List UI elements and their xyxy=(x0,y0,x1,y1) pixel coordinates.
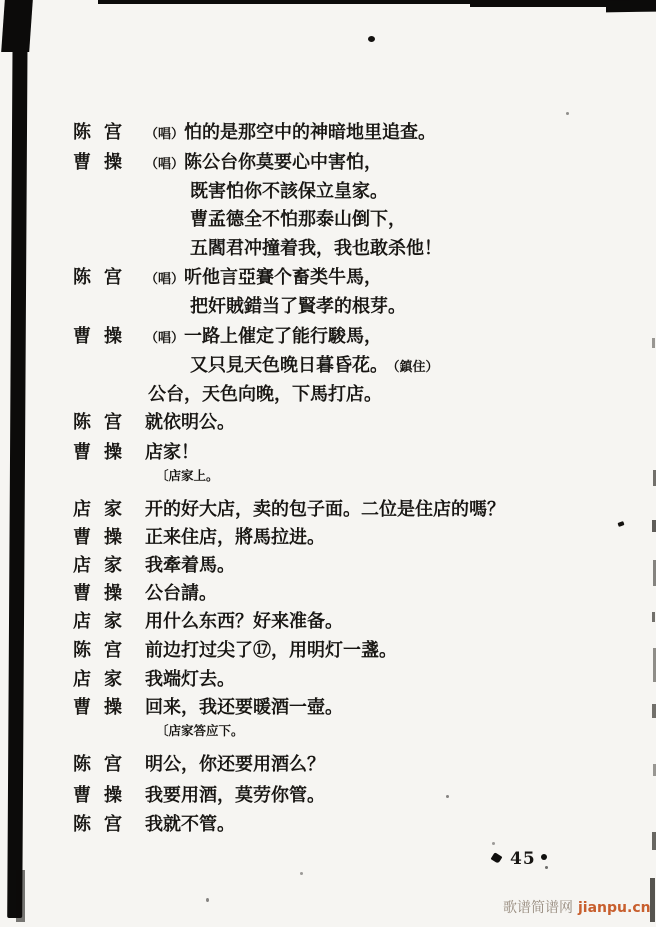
dialogue-text: 我要用酒，莫劳你管。 xyxy=(145,785,325,806)
dialogue xyxy=(190,351,439,377)
lyric-text: 既害怕你不該保立皇家。 xyxy=(190,181,388,202)
left-edge-scan-bar-top xyxy=(1,0,33,52)
page-number-ornament-right xyxy=(541,854,547,860)
dialogue-text: 陈公台你莫要心中害怕， xyxy=(184,152,383,173)
dialogue xyxy=(145,118,436,144)
dialogue xyxy=(145,523,325,549)
dialogue xyxy=(190,205,406,231)
dialogue xyxy=(145,750,325,776)
dialogue-text: 怕的是那空中的神暗地里追查。 xyxy=(184,122,437,143)
speaker-name: 曹操 xyxy=(73,326,135,347)
speaker-name: 曹操 xyxy=(73,697,135,718)
ink-speck xyxy=(617,521,624,527)
ink-speck xyxy=(446,795,449,798)
sing-cue: （唱） xyxy=(145,331,185,346)
dialogue xyxy=(145,579,217,605)
speaker-name: 陈宫 xyxy=(73,122,135,143)
dialogue xyxy=(190,177,388,203)
right-edge-artifact xyxy=(652,338,655,348)
ink-speck xyxy=(545,866,548,869)
stage-direction: 〔店家答应下。 xyxy=(156,723,244,738)
dialogue xyxy=(156,721,244,739)
dialogue-text: 就依明公。 xyxy=(145,412,235,433)
watermark xyxy=(503,897,651,917)
watermark-site-name: 歌谱简谱网 xyxy=(503,900,573,916)
speaker-name: 曹操 xyxy=(73,152,135,173)
left-edge-scan-bar xyxy=(7,0,28,918)
dialogue-text: 我就不管。 xyxy=(145,814,235,835)
ink-speck xyxy=(492,842,495,845)
dialogue-text: 开的好大店，卖的包子面。二位是住店的嗎？ xyxy=(145,499,505,520)
sing-cue: （唱） xyxy=(145,157,185,172)
dialogue-text: 明公，你还要用酒么？ xyxy=(145,754,325,775)
lyric-text: 又只見天色晚日暮昏花。 xyxy=(190,355,388,376)
dialogue xyxy=(145,322,382,348)
speaker-name: 店家 xyxy=(73,669,135,690)
speaker-name: 陈宫 xyxy=(73,412,135,433)
speaker-name: 店家 xyxy=(73,611,135,632)
speaker-name: 曹操 xyxy=(73,527,135,548)
sing-cue: （唱） xyxy=(145,127,185,142)
ink-speck xyxy=(206,898,209,902)
dialogue xyxy=(156,466,219,484)
right-edge-artifact xyxy=(652,612,655,622)
dialogue xyxy=(190,234,442,260)
left-edge-scan-bar-tail xyxy=(16,870,25,922)
speaker-name: 陈宫 xyxy=(73,267,135,288)
ink-speck xyxy=(368,36,375,42)
dialogue xyxy=(145,263,382,289)
dialogue xyxy=(148,380,382,406)
dialogue-text: 正来住店，將馬拉进。 xyxy=(145,527,325,548)
speaker-name: 陈宫 xyxy=(73,640,135,661)
dialogue-text: 前边打过尖了⑰，用明灯一盞。 xyxy=(145,640,397,661)
dialogue xyxy=(190,292,406,318)
dialogue-text: 回来，我还要暖酒一壺。 xyxy=(145,697,343,718)
speaker-name: 曹操 xyxy=(73,442,135,463)
dialogue-text: 我牽着馬。 xyxy=(145,555,235,576)
speaker-name: 陈宫 xyxy=(73,814,135,835)
page-number-value: 45 xyxy=(510,849,536,869)
speaker-name: 曹操 xyxy=(73,583,135,604)
dialogue-text: 我端灯去。 xyxy=(145,669,235,690)
dialogue xyxy=(145,408,235,434)
dialogue-text: 店家！ xyxy=(145,442,199,463)
dialogue-text: 一路上催定了能行駿馬， xyxy=(184,326,383,347)
dialogue xyxy=(145,636,397,662)
speaker-name: 店家 xyxy=(73,555,135,576)
stage-note: （鎮住） xyxy=(393,360,439,375)
right-edge-artifact xyxy=(652,704,656,718)
sing-cue: （唱） xyxy=(145,272,185,287)
ink-speck xyxy=(566,112,569,115)
dialogue xyxy=(145,148,382,174)
speaker-name: 曹操 xyxy=(73,785,135,806)
dialogue xyxy=(145,495,505,521)
speaker-name: 店家 xyxy=(73,499,135,520)
page-number-ornament-left xyxy=(491,852,503,864)
right-edge-artifact xyxy=(652,832,656,850)
dialogue xyxy=(145,665,235,691)
lyric-text: 把奸賊錯当了賢孝的根芽。 xyxy=(190,296,406,317)
dialogue xyxy=(145,781,325,807)
dialogue xyxy=(145,438,199,464)
speaker-name: 陈宫 xyxy=(73,754,135,775)
dialogue xyxy=(145,607,343,633)
stage-direction: 〔店家上。 xyxy=(156,468,219,483)
dialogue-text: 听他言亞賽个畜类牛馬， xyxy=(184,267,383,288)
dialogue-text: 用什么东西？好来准备。 xyxy=(145,611,343,632)
lyric-text: 曹孟德全不怕那泰山倒下， xyxy=(190,209,406,230)
ink-speck xyxy=(300,872,303,875)
watermark-site-url: jianpu.cn xyxy=(578,900,651,916)
right-edge-artifact xyxy=(652,520,656,532)
dialogue-text: 公台，天色向晚，下馬打店。 xyxy=(148,384,382,405)
dialogue xyxy=(145,551,235,577)
lyric-text: 五閻君冲撞着我，我也敢杀他！ xyxy=(190,238,442,259)
dialogue xyxy=(145,810,235,836)
dialogue-text: 公台請。 xyxy=(145,583,217,604)
top-right-scan-wedge xyxy=(606,0,656,12)
dialogue xyxy=(145,693,343,719)
